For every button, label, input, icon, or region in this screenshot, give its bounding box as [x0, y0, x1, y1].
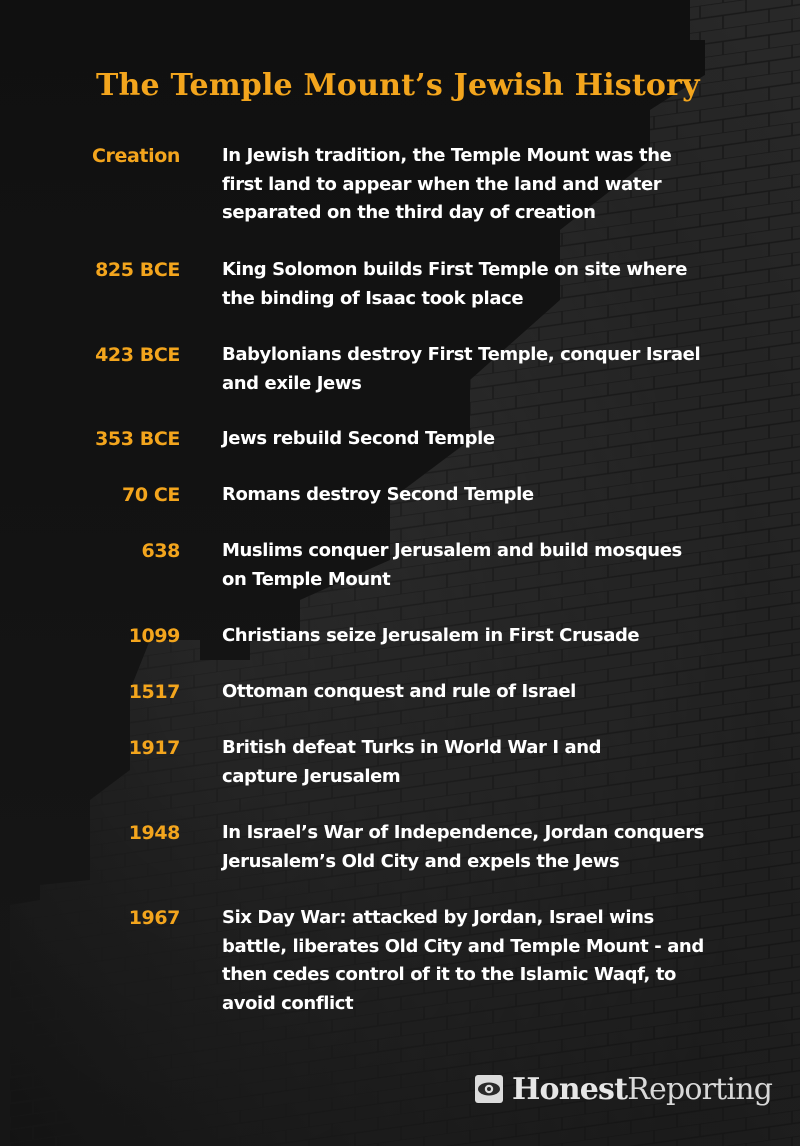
description-line: Ottoman conquest and rule of Israel	[222, 681, 576, 702]
timeline-description	[222, 678, 742, 707]
timeline-description	[222, 622, 742, 651]
description-line: Muslims conquer Jerusalem and build mosques	[222, 540, 682, 561]
timeline-date: 1917	[128, 737, 180, 759]
description-line: Jerusalem’s Old City and expels the Jews	[222, 850, 620, 872]
timeline-date: 1948	[128, 822, 180, 844]
timeline-date: 70 CE	[122, 484, 180, 506]
description-line: and exile Jews	[222, 372, 362, 394]
timeline-description	[222, 481, 742, 510]
logo-text-light: Reporting	[627, 1071, 773, 1107]
description-line: Jews rebuild Second Temple	[222, 428, 495, 449]
timeline-description	[222, 537, 742, 594]
description-line: Six Day War: attacked by Jordan, Israel wins	[222, 907, 654, 928]
description-line: first land to appear when the land and water	[222, 173, 662, 195]
timeline-description	[222, 904, 742, 1018]
timeline-description	[222, 819, 742, 876]
description-line: on Temple Mount	[222, 568, 391, 590]
description-line: Romans destroy Second Temple	[222, 484, 534, 505]
description-line: battle, liberates Old City and Temple Mount - and	[222, 935, 704, 957]
description-line: then cedes control of it to the Islamic Waqf, to	[222, 964, 676, 985]
timeline-date: 353 BCE	[95, 428, 180, 450]
description-line: avoid conflict	[222, 992, 354, 1014]
timeline-description	[222, 425, 742, 454]
timeline-description	[222, 256, 742, 313]
timeline-date: Creation	[92, 145, 180, 167]
timeline-date: 423 BCE	[95, 344, 180, 366]
description-line: Christians seize Jerusalem in First Crusade	[222, 625, 640, 646]
description-line: separated on the third day of creation	[222, 202, 596, 223]
logo-wordmark	[512, 1072, 772, 1107]
page-title: The Temple Mount’s Jewish History	[96, 68, 700, 103]
description-line: British defeat Turks in World War I and	[222, 737, 602, 758]
honestreporting-logo	[474, 1067, 774, 1111]
timeline-description	[222, 142, 742, 228]
description-line: In Jewish tradition, the Temple Mount was the	[222, 145, 672, 166]
timeline-date: 1967	[128, 907, 180, 929]
timeline-description	[222, 341, 742, 398]
timeline-date: 825 BCE	[95, 259, 180, 281]
description-line: King Solomon builds First Temple on site where	[222, 259, 688, 280]
eye-icon	[474, 1074, 504, 1104]
description-line: the binding of Isaac took place	[222, 287, 524, 309]
timeline-description	[222, 734, 742, 791]
timeline-date: 1099	[128, 625, 180, 647]
description-line: In Israel’s War of Independence, Jordan conquers	[222, 822, 704, 843]
description-line: Babylonians destroy First Temple, conquer Israel	[222, 344, 701, 365]
timeline-date: 638	[141, 540, 180, 562]
timeline-date: 1517	[128, 681, 180, 703]
logo-text-bold: Honest	[512, 1071, 628, 1107]
description-line: capture Jerusalem	[222, 765, 401, 787]
